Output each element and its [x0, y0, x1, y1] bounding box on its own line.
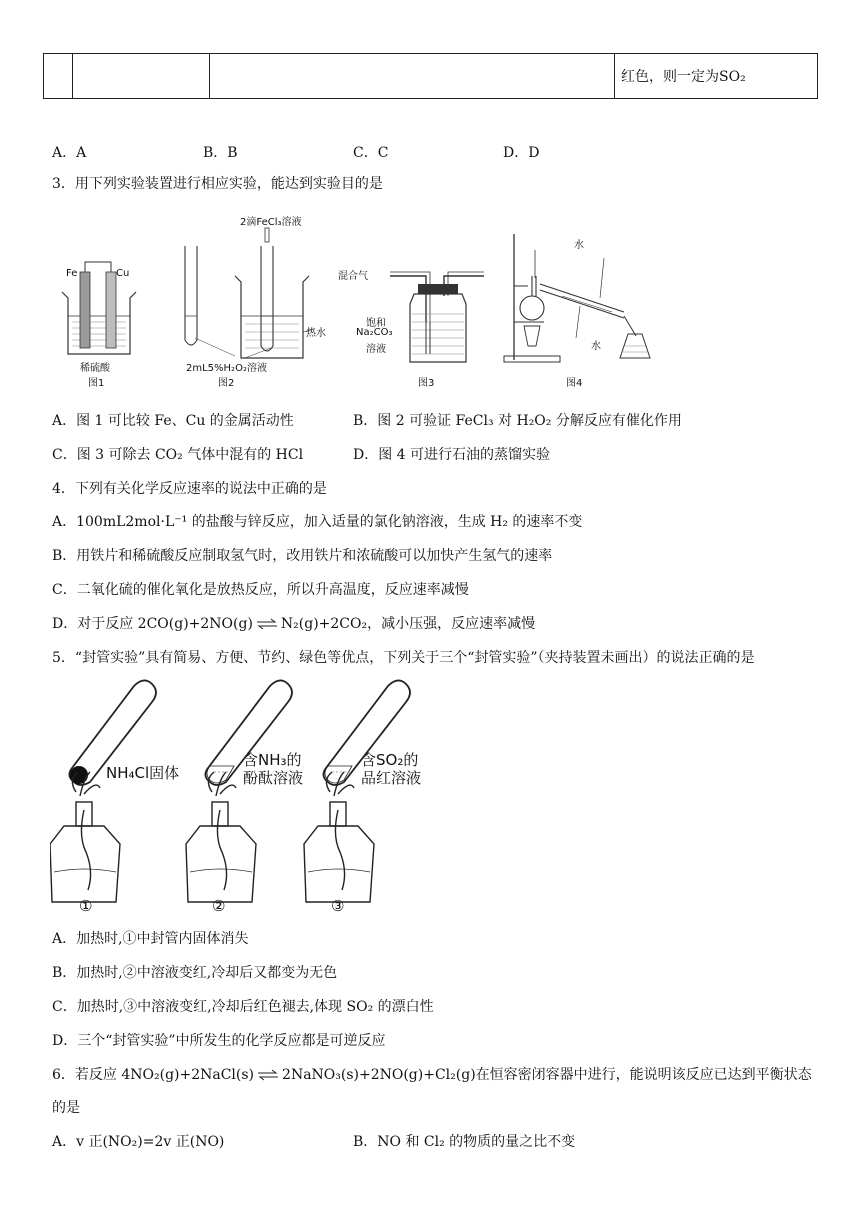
q3-option-b: B．图 2 可验证 FeCl₃ 对 H₂O₂ 分解反应有催化作用 — [353, 413, 682, 429]
q4-stem: 4．下列有关化学反应速率的说法中正确的是 — [52, 481, 327, 497]
q2-option-b: B．B — [203, 145, 238, 161]
fig3-solution-label: 溶液 — [366, 344, 386, 355]
fig3-saturated-label: 饱和 — [366, 318, 386, 329]
q4-option-d — [52, 615, 535, 633]
tube1-label: NH₄Cl固体 — [106, 764, 180, 782]
q6-option-b: B．NO 和 Cl₂ 的物质的量之比不变 — [353, 1134, 576, 1150]
fig3-mixed-gas-label: 混合气 — [338, 271, 368, 282]
tube3-label-line1: 含SO₂的 — [361, 751, 419, 769]
table-cell-conclusion: 红色，则一定为SO₂ — [615, 54, 818, 99]
table-cell — [44, 54, 73, 99]
alcohol-lamp-2 — [186, 772, 256, 902]
tube3-label-line2: 品红溶液 — [361, 769, 422, 787]
q5-sealed-tube-diagram — [50, 676, 450, 916]
q2-option-a: A．A — [52, 145, 87, 161]
q5-option-d: D．三个“封管实验”中所发生的化学反应都是可逆反应 — [52, 1033, 386, 1049]
q6-stem-right: 2NaNO₃(s)+2NO(g)+Cl₂(g)在恒容密闭容器中进行，能说明该反应已达到平衡状态 — [282, 1067, 812, 1083]
table-cell — [73, 54, 210, 99]
q5-option-b: B．加热时,②中溶液变红,冷却后又都变为无色 — [52, 965, 338, 981]
tube1-number: ① — [79, 897, 93, 915]
tube3-number: ③ — [331, 897, 345, 915]
q5-option-a: A．加热时,①中封管内固体消失 — [52, 931, 249, 947]
q3-stem: 3．用下列实验装置进行相应实验，能达到实验目的是 — [52, 176, 383, 192]
fig4-caption: 图4 — [566, 378, 583, 389]
q6-stem — [52, 1066, 812, 1084]
q2-option-c: C．C — [353, 145, 389, 161]
equilibrium-arrow-icon — [255, 618, 279, 630]
fig3-na2co3-label: Na₂CO₃ — [356, 327, 393, 338]
equilibrium-arrow-icon — [256, 1069, 280, 1081]
fig2-hot-water-label: 热水 — [306, 328, 326, 339]
fig3-caption: 图3 — [418, 378, 435, 389]
q4-option-d-left: D．对于反应 2CO(g)+2NO(g) — [52, 616, 253, 632]
q4-option-d-right: N₂(g)+2CO₂，减小压强，反应速率减慢 — [280, 616, 536, 632]
fig2-fecl3-label: 2滴FeCl₃溶液 — [240, 217, 302, 228]
q5-stem: 5．“封管实验”具有简易、方便、节约、绿色等优点，下列关于三个“封管实验”（夹持装置未画出）的说法正确的是 — [52, 650, 755, 666]
q3-option-d: D．图 4 可进行石油的蒸馏实验 — [353, 447, 551, 463]
fig1-fe-label: Fe — [66, 268, 78, 279]
q6-option-a: A．v 正(NO₂)=2v 正(NO) — [52, 1134, 225, 1150]
fig4-water-in-label: 水 — [574, 240, 584, 251]
fig2-caption: 图2 — [218, 378, 235, 389]
table-cell — [210, 54, 615, 99]
q4-option-a: A．100mL2mol·L⁻¹ 的盐酸与锌反应，加入适量的氯化钠溶液，生成 H₂ 的速率不变 — [52, 514, 583, 530]
alcohol-lamp-1 — [50, 772, 120, 902]
fig1-cu-label: Cu — [116, 268, 130, 279]
fig1-caption: 图1 — [88, 378, 105, 389]
fig2-catalysis-diagram — [175, 210, 315, 360]
q3-option-c: C．图 3 可除去 CO₂ 气体中混有的 HCl — [52, 447, 304, 463]
tube2-number: ② — [212, 897, 226, 915]
answer-table-fragment — [43, 53, 818, 99]
fig1-acid-label: 稀硫酸 — [80, 363, 110, 374]
q3-option-a: A．图 1 可比较 Fe、Cu 的金属活动性 — [52, 413, 294, 429]
tube2-label-line2: 酚酞溶液 — [243, 769, 304, 787]
q6-stem-left: 6．若反应 4NO₂(g)+2NaCl(s) — [52, 1067, 255, 1083]
alcohol-lamp-3 — [304, 772, 374, 902]
q4-option-b: B．用铁片和稀硫酸反应制取氢气时，改用铁片和浓硫酸可以加快产生氢气的速率 — [52, 548, 553, 564]
fig2-h2o2-label: 2mL5%H₂O₂溶液 — [186, 363, 267, 374]
q6-stem-continued: 的是 — [52, 1100, 80, 1116]
tube2-label-line1: 含NH₃的 — [243, 751, 302, 769]
q4-option-c: C．二氧化硫的催化氧化是放热反应，所以升高温度，反应速率减慢 — [52, 582, 469, 598]
q2-option-d: D．D — [503, 145, 540, 161]
fig4-water-out-label: 水 — [591, 341, 601, 352]
q5-option-c: C．加热时,③中溶液变红,冷却后红色褪去,体现 SO₂ 的漂白性 — [52, 999, 434, 1015]
